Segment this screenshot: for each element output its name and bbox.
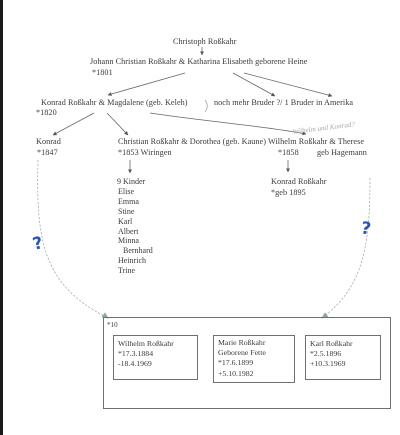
arrow-couple1-to-america (244, 73, 332, 96)
question-mark-right: ? (359, 218, 373, 240)
gen4-born: *geb 1895 (271, 188, 306, 197)
selection-label: *10 (107, 321, 118, 329)
arrow-gen2-to-wilhelm (150, 113, 306, 134)
couple1-names: Johann Christian Roßkahr & Katharina Elisabeth geborene Heine (90, 57, 308, 66)
children-list (118, 177, 153, 276)
konrad-born: *1847 (37, 148, 58, 157)
person-name: Wilhelm Roßkahr (118, 339, 174, 348)
child-name: Emma (118, 196, 139, 206)
child-name: Elise (118, 186, 134, 196)
person-card-marie[interactable] (213, 335, 295, 383)
konrad-name: Konrad (36, 137, 61, 146)
children-heading: 9 Kinder (117, 177, 146, 186)
person-card-karl[interactable] (305, 335, 381, 380)
person-birth: *2.5.1896 (310, 349, 342, 359)
question-mark-left: ? (30, 233, 46, 255)
person-name: Marie Roßkahr (218, 338, 266, 347)
person-maiden-name: Geborene Fette (218, 348, 266, 358)
child-name: Karl (118, 216, 133, 226)
title-christoph: Christoph Roßkahr (173, 37, 237, 46)
person-death: +10.3.1969 (310, 359, 346, 369)
gen4-name: Konrad Roßkahr (271, 177, 327, 186)
child-name: Minna (118, 236, 139, 246)
child-name: Stine (118, 206, 135, 216)
christian-born: *1853 Wiringen (118, 148, 172, 157)
couple1-born: *1801 (92, 68, 113, 77)
person-name: Karl Roßkahr (310, 339, 353, 348)
arrow-couple1-to-brothers (233, 73, 275, 96)
child-name: Heinrich (118, 256, 146, 266)
gen2-couple: Konrad Roßkahr & Magdalene (geb. Keleh) (41, 98, 188, 107)
child-name: Bernhard (123, 246, 153, 256)
person-death: +5.10.1982 (218, 368, 254, 378)
link-line-right (322, 178, 370, 318)
arrow-gen2-to-christian (107, 113, 128, 135)
gen2-born: *1820 (36, 108, 57, 117)
brothers-note: noch mehr Bruder ?/ 1 Bruder in Amerika (214, 98, 354, 107)
person-death: -18.4.1969 (118, 359, 152, 369)
pencil-bracket (205, 100, 207, 112)
wilhelm-born: *1858 (278, 148, 299, 157)
person-birth: *17.3.1884 (118, 349, 154, 359)
pencil-note: Wilhelm und Konrad? (292, 120, 356, 136)
child-name: Trine (118, 266, 136, 276)
christian-couple: Christian Roßkahr & Dorothea (geb. Kaune) (118, 137, 267, 146)
child-name: Albert (118, 226, 139, 236)
person-birth: *17.6.1899 (218, 358, 254, 368)
wilhelm-spouse-note: geb Hagemann (317, 148, 367, 157)
arrow-couple1-to-konrad (108, 73, 185, 95)
arrow-gen2-to-konrad (53, 113, 94, 135)
wilhelm-couple: Wilhelm Roßkahr & Therese (268, 137, 365, 146)
person-card-wilhelm[interactable] (113, 335, 198, 380)
link-line-left (38, 160, 108, 318)
